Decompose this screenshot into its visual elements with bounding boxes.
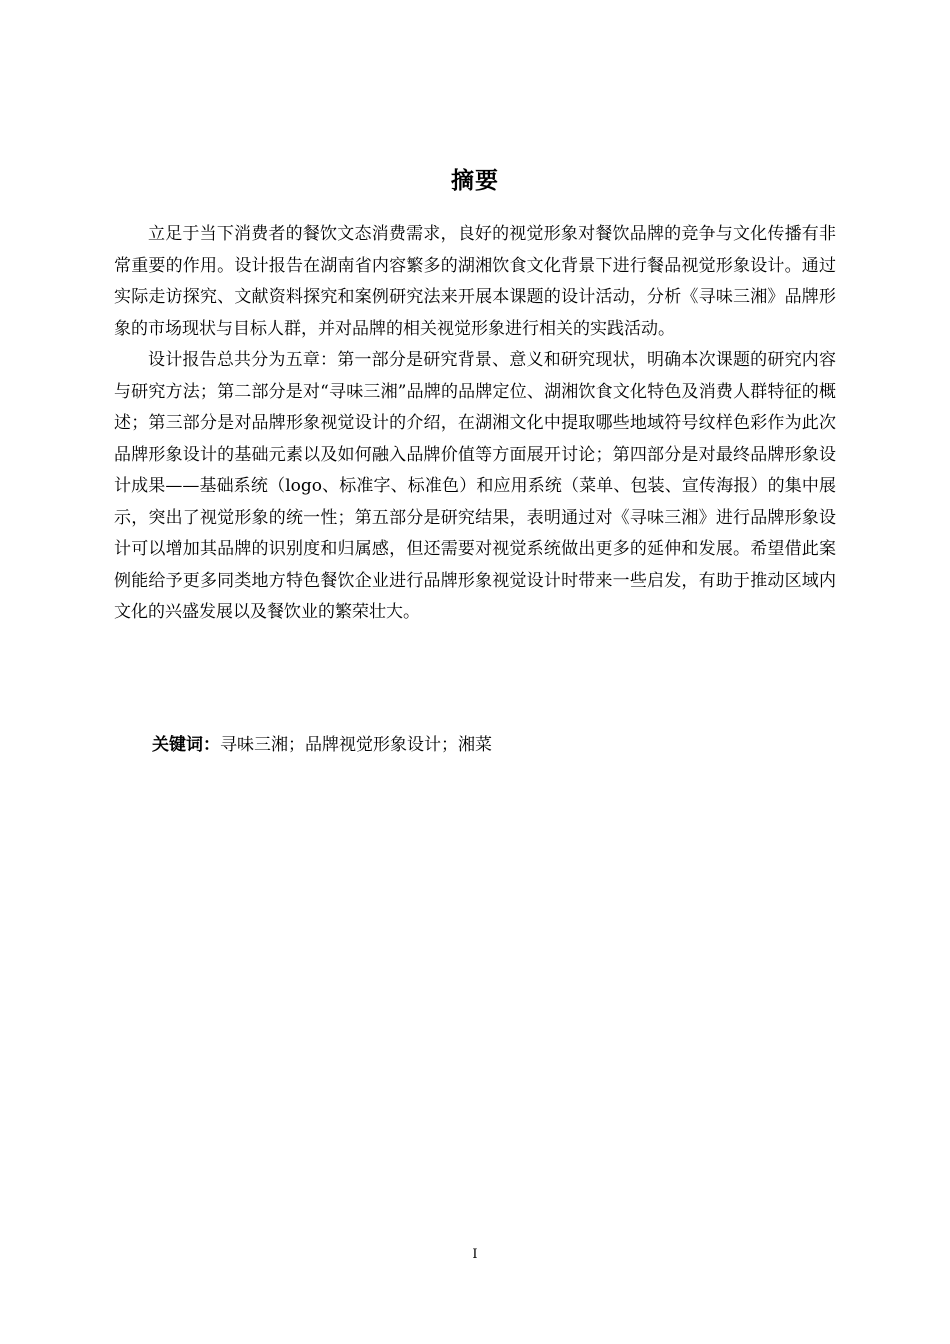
keywords-line	[152, 729, 836, 761]
keywords-label: 关键词：	[152, 735, 220, 755]
abstract-title: 摘要	[451, 168, 499, 194]
abstract-body	[114, 219, 836, 629]
keywords-value: 寻味三湘；品牌视觉形象设计；湘菜	[220, 735, 492, 755]
abstract-paragraph-2: 设计报告总共分为五章：第一部分是研究背景、意义和研究现状，明确本次课题的研究内容与研究方法；第二部分是对“寻味三湘”品牌的品牌定位、湖湘饮食文化特色及消费人群特征的概述；第三部分是对品牌形象视觉设计的介绍，在湖湘文化中提取哪些地域符号纹样色彩作为此次品牌形象设计的基础元素以及如何融入品牌价值等方面展开讨论；第四部分是对最终品牌形象设计成果——基础系统（logo、标准字、标准色）和应用系统（菜单、包装、宣传海报）的集中展示，突出了视觉形象的统一性；第五部分是研究结果，表明通过对《寻味三湘》进行品牌形象设计可以增加其品牌的识别度和归属感，但还需要对视觉系统做出更多的延伸和发展。希望借此案例能给予更多同类地方特色餐饮企业进行品牌形象视觉设计时带来一些启发，有助于推动区域内文化的兴盛发展以及餐饮业的繁荣壮大。	[114, 350, 836, 622]
page-number: I	[472, 1247, 478, 1262]
abstract-paragraph-1: 立足于当下消费者的餐饮文态消费需求，良好的视觉形象对餐饮品牌的竞争与文化传播有非常重要的作用。设计报告在湖南省内容繁多的湖湘饮食文化背景下进行餐品视觉形象设计。通过实际走访探究、文献资料探究和案例研究法来开展本课题的设计活动，分析《寻味三湘》品牌形象的市场现状与目标人群，并对品牌的相关视觉形象进行相关的实践活动。	[114, 224, 836, 339]
